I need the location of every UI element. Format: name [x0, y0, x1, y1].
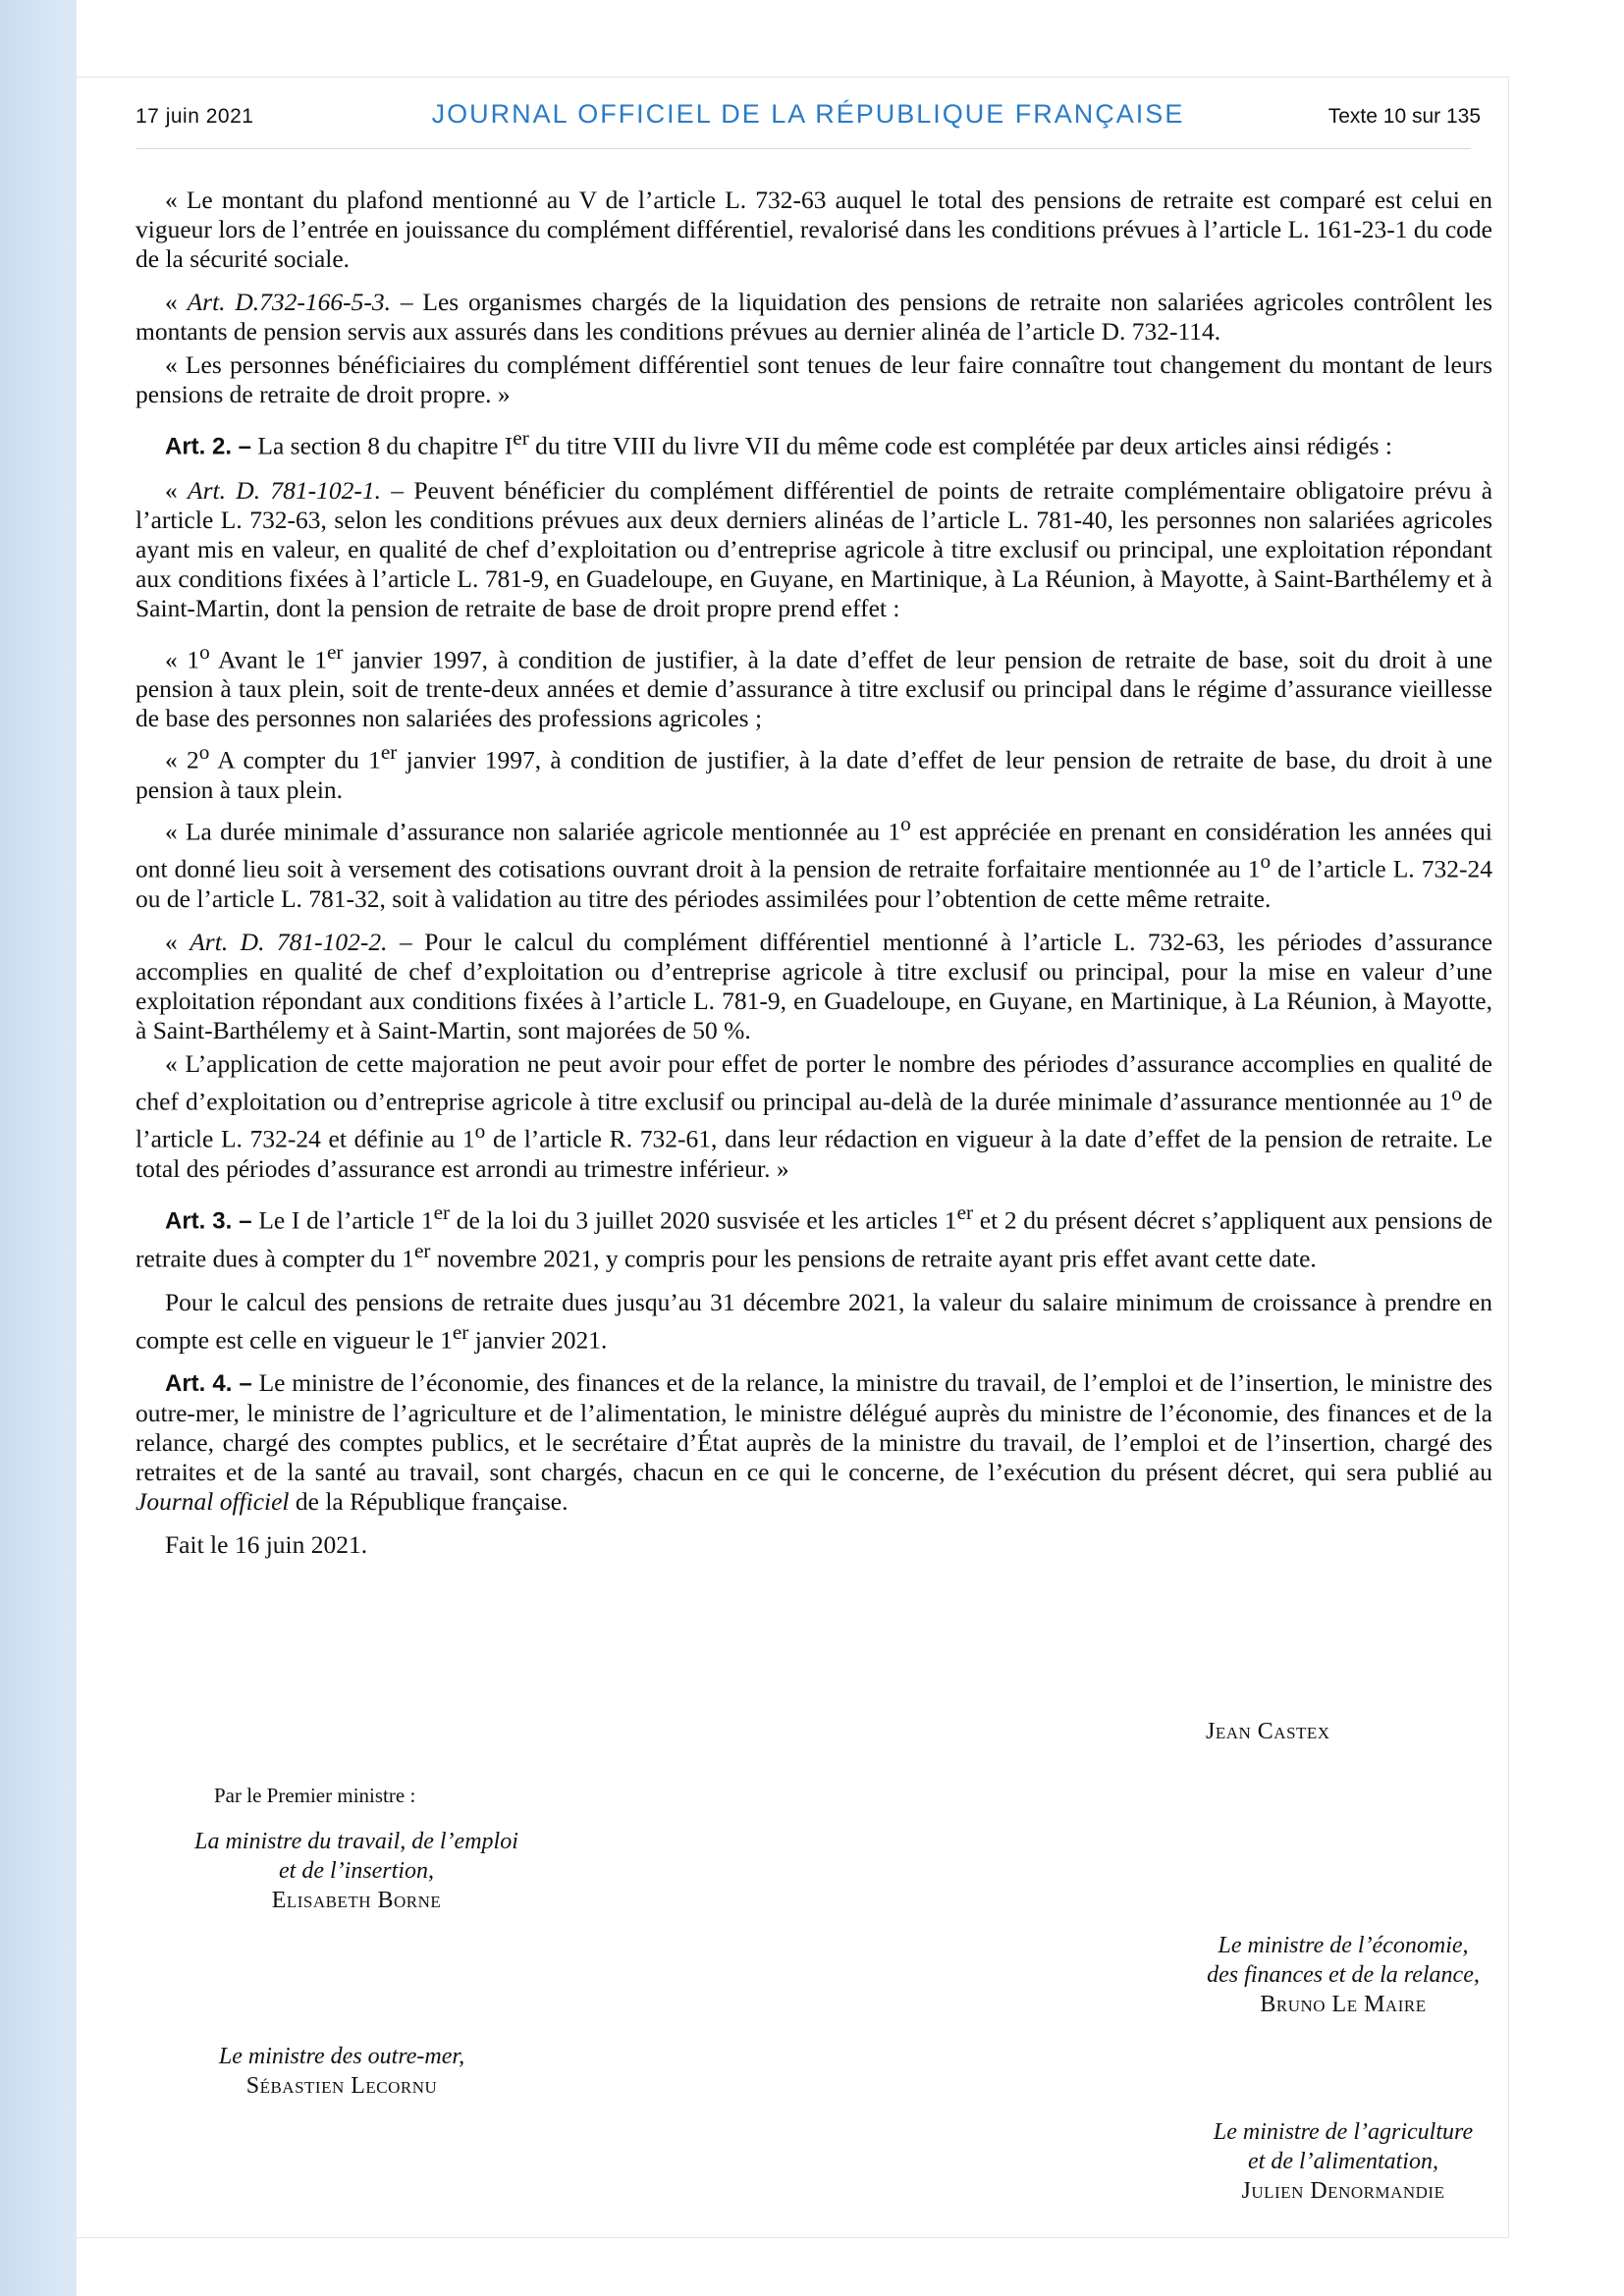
paragraph-art-d781-1 [135, 476, 1492, 623]
paragraph-smic [135, 1288, 1492, 1356]
article-label: Art. 2. – [165, 433, 252, 460]
quote-open: « [165, 475, 189, 505]
signatory-name: Elisabeth Borne [271, 1888, 442, 1913]
superscript: er [513, 426, 529, 450]
paragraph-text: du titre VIII du livre VII du même code est complétée par deux articles ainsi rédigés : [528, 431, 1392, 460]
paragraph-item-1 [135, 637, 1492, 734]
paragraph-text: Pour le calcul des pensions de retraite dues jusqu’au 31 décembre 2021, la valeur du salaire minimum de croissance à prendre en compte est celle en vigueur le 1 [135, 1287, 1492, 1354]
left-margin-band [0, 0, 77, 2296]
signature-ministre-agriculture [1127, 2117, 1559, 2206]
superscript: o [198, 740, 210, 764]
paragraph-text: Le I de l’article 1 [251, 1205, 434, 1234]
superscript: o [199, 639, 210, 664]
paragraph-art-d781-2 [135, 928, 1492, 1045]
paragraph-plafond: « Le montant du plafond mentionné au V de l’article L. 732-63 auquel le total des pensions de retraite est comparé est celui en vigueur lors de l’entrée en jouissance du complément différentiel, revalorisé dans les conditions prévues à l’article L. 161-23-1 du code de la sécurité sociale. [135, 186, 1492, 273]
paragraph-art-4 [135, 1368, 1492, 1517]
signatory-title: Le ministre de l’économie, [1218, 1933, 1469, 1958]
superscript: er [956, 1200, 974, 1224]
superscript: o [474, 1119, 486, 1143]
article-ref: Art. D.732-166-5-3. [187, 288, 391, 316]
quote-open: « [165, 927, 190, 956]
signatory-title: La ministre du travail, de l’emploi [194, 1829, 518, 1854]
superscript: er [413, 1239, 431, 1262]
paragraph-text: janvier 2021. [468, 1325, 608, 1354]
signature-ministre-travail [135, 1827, 577, 1915]
signatory-title: des finances et de la relance, [1207, 1962, 1480, 1988]
superscript: o [1260, 849, 1272, 873]
journal-officiel-italic: Journal officiel [135, 1487, 290, 1516]
par-le-premier-ministre [214, 1781, 415, 1810]
paragraph-text: A compter du 1 [209, 745, 381, 774]
header-divider [135, 148, 1471, 149]
superscript: o [900, 811, 911, 835]
paragraph-duree-minimale [135, 809, 1492, 914]
signatory-name: Jean Castex [1206, 1719, 1330, 1744]
article-ref: Art. D. 781-102-1. [188, 475, 381, 505]
signature-premier-ministre [1206, 1717, 1330, 1746]
header-date: 17 juin 2021 [135, 105, 254, 128]
paragraph-text: janvier 1997, à condition de justifier, à la date d’effet de leur pension de retraite de base, soit du droit à une pension à taux plein, soit de trente-deux années et demie d’assurance à titre exclusif ou principal dans le régime d’assurance vieillesse de base des personnes non salariées des professions agricoles ; [135, 645, 1493, 732]
superscript: o [1451, 1081, 1462, 1105]
signature-intro: Par le Premier ministre : [214, 1784, 416, 1807]
paragraph-text: de l’article R. 732-61, dans leur rédaction en vigueur à la date d’effet de la pension de retraite. Le total des périodes d’assurance est arrondi au trimestre inférieur. » [135, 1124, 1492, 1183]
signatory-name: Julien Denormandie [1241, 2178, 1445, 2204]
signature-ministre-outre-mer [135, 2042, 548, 2101]
signatory-title: Le ministre des outre-mer, [218, 2044, 465, 2069]
page-header [135, 97, 1481, 136]
paragraph-art-3 [135, 1198, 1492, 1274]
document-body [135, 186, 1492, 1574]
paragraph-text: janvier 1997, à condition de justifier, à la date d’effet de leur pension de retraite de base, du droit à une pension à taux plein. [135, 745, 1493, 804]
signatory-title: et de l’insertion, [279, 1858, 434, 1884]
paragraph-text: – Les organismes chargés de la liquidation des pensions de retraite non salariées agricoles contrôlent les montants de pension servis aux assurés dans les conditions prévues au dernier alinéa de l’article D. 732-114. [135, 288, 1493, 346]
paragraph-text: « La durée minimale d’assurance non salariée agricole mentionnée au 1 [165, 817, 901, 845]
superscript: er [380, 740, 398, 764]
quote-open: « [165, 288, 188, 316]
paragraph-text: – Pour le calcul du complément différentiel mentionné à l’article L. 732-63, les périodes d’assurance accomplies en qualité de chef d’exploitation ou d’entreprise agricole à titre exclusif ou principal, pour la mise en valeur d’une exploitation répondant aux conditions fixées à l’article L. 781-9, en Guadeloupe, en Guyane, en Martinique, à La Réunion, à Mayotte, à Saint-Barthélemy et à Saint-Martin, sont majorées de 50 %. [135, 927, 1493, 1044]
paragraph-text: de l’article L. 732-24 ou de l’article L. 781-32, soit à validation au titre des périodes assimilées pour l’obtention de cette même retraite. [135, 854, 1492, 913]
paragraph-text: « 2 [165, 745, 199, 774]
document-page [77, 77, 1509, 2238]
paragraph-text: est appréciée en prenant en considération les années qui ont donné lieu soit à versement des cotisations ouvrant droit à la pension de retraite forfaitaire mentionnée au 1 [135, 817, 1492, 883]
paragraph-fait-le: Fait le 16 juin 2021. [165, 1530, 368, 1559]
paragraph-art-2 [135, 423, 1492, 462]
paragraph-text: de la République française. [289, 1487, 568, 1516]
paragraph-majoration [135, 1049, 1492, 1184]
article-ref: Art. D. 781-102-2. [189, 927, 388, 956]
signatory-name: Bruno Le Maire [1260, 1992, 1427, 2017]
paragraph-text: Avant le 1 [209, 645, 327, 673]
article-label: Art. 3. – [165, 1207, 252, 1234]
signatory-title: et de l’alimentation, [1248, 2149, 1438, 2174]
paragraph-beneficiaires: « Les personnes bénéficiaires du complément différentiel sont tenues de leur faire connaître tout changement du montant de leurs pensions de retraite de droit propre. » [135, 350, 1492, 408]
paragraph-item-2 [135, 737, 1492, 805]
paragraph-text: Le ministre de l’économie, des finances et de la relance, la ministre du travail, de l’emploi et de l’insertion, le ministre des outre-mer, le ministre de l’agriculture et de l’alimentation, le ministre délégué auprès du ministre de l’économie, des finances et de la relance, chargé des comptes publics, et le secrétaire d’État auprès de la ministre du travail, de l’emploi et de l’insertion, chargé des retraites et de la santé au travail, sont chargés, chacun en ce qui le concerne, de l’exécution du présent décret, qui sera publié au [135, 1368, 1493, 1486]
article-label: Art. 4. – [165, 1370, 252, 1397]
paragraph-text: de la loi du 3 juillet 2020 susvisée et les articles 1 [450, 1205, 957, 1234]
superscript: er [433, 1200, 451, 1224]
superscript: er [326, 639, 344, 664]
header-text-number: Texte 10 sur 135 [1327, 105, 1481, 128]
header-journal-title: JOURNAL OFFICIEL DE LA RÉPUBLIQUE FRANÇAISE [431, 99, 1185, 129]
signatory-title: Le ministre de l’agriculture [1213, 2119, 1474, 2145]
paragraph-text: La section 8 du chapitre I [251, 431, 514, 460]
paragraph-text: « L’application de cette majoration ne peut avoir pour effet de porter le nombre des périodes d’assurance accomplies en qualité de chef d’exploitation ou d’entreprise agricole à titre exclusif ou principal au-delà de la durée minimale d’assurance mentionnée au 1 [135, 1048, 1492, 1115]
paragraph-text: de l’article L. 732-24 et définie au 1 [135, 1087, 1492, 1153]
paragraph-art-d732 [135, 288, 1492, 347]
paragraph-text: et 2 du présent décret s’appliquent aux pensions de retraite dues à compter du 1 [135, 1205, 1493, 1273]
signatory-name: Sébastien Lecornu [245, 2073, 438, 2099]
paragraph-text: « 1 [165, 645, 200, 673]
paragraph-text: – Peuvent bénéficier du complément différentiel de points de retraite complémentaire obligatoire prévu à l’article L. 732-63, selon les conditions prévues aux deux derniers alinéas de l’article L. 781-40, les personnes non salariées agricoles ayant mis en valeur, en qualité de chef d’exploitation ou d’entreprise agricole à titre exclusif ou principal, une exploitation répondant aux conditions fixées à l’article L. 781-9, en Guadeloupe, en Guyane, en Martinique, à La Réunion, à Mayotte, à Saint-Barthélemy et à Saint-Martin, dont la pension de retraite de base de droit propre prend effet : [135, 475, 1493, 622]
signature-ministre-economie [1127, 1931, 1559, 2019]
paragraph-text: novembre 2021, y compris pour les pensions de retraite ayant pris effet avant cette date. [430, 1244, 1317, 1273]
superscript: er [452, 1319, 469, 1344]
